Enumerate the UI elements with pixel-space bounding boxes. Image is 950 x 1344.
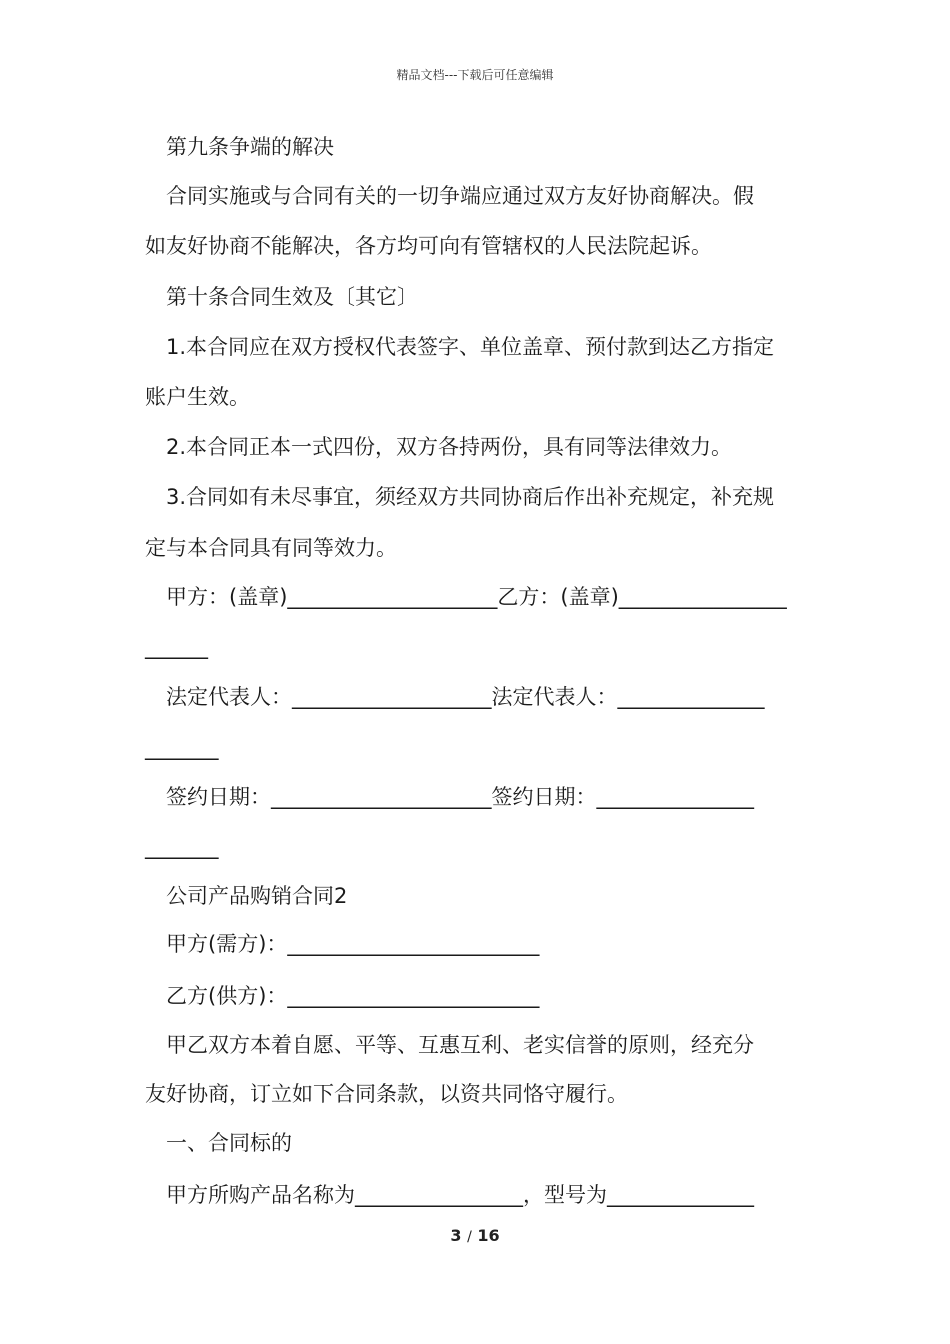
party-b-field: 乙方(供方)：________________________	[166, 984, 540, 1008]
paragraph-line: 3.合同如有未尽事宜，须经双方共同协商后作出补充规定，补充规	[166, 485, 775, 509]
paragraph-line: 1.本合同应在双方授权代表签字、单位盖章、预付款到达乙方指定	[166, 335, 775, 359]
party-a-seal-field: 甲方：(盖章)____________________乙方：(盖章)________________	[166, 585, 787, 609]
blank-line: _______	[145, 736, 219, 760]
signing-date-field: 签约日期：_____________________签约日期：_______________	[166, 785, 754, 809]
page-separator: /	[467, 1229, 472, 1245]
blank-line: ______	[145, 635, 208, 659]
paragraph-line: 合同实施或与合同有关的一切争端应通过双方友好协商解决。假	[166, 184, 754, 208]
paragraph-line: 甲乙双方本着自愿、平等、互惠互利、老实信誉的原则，经充分	[166, 1033, 754, 1057]
paragraph-line: 如友好协商不能解决，各方均可向有管辖权的人民法院起诉。	[145, 234, 712, 258]
party-a-field: 甲方(需方)：________________________	[166, 932, 540, 956]
paragraph-line: 账户生效。	[145, 385, 250, 409]
total-pages: 16	[477, 1226, 500, 1245]
paragraph-line: 2.本合同正本一式四份，双方各持两份，具有同等法律效力。	[166, 435, 733, 459]
product-name-field: 甲方所购产品名称为________________，型号为______________	[166, 1183, 754, 1207]
contract-title: 公司产品购销合同2	[166, 884, 348, 908]
legal-rep-field: 法定代表人：___________________法定代表人：______________	[166, 685, 765, 709]
blank-line: _______	[145, 835, 219, 859]
page-number	[0, 1226, 950, 1245]
page-header: 精品文档---下载后可任意编辑	[396, 68, 554, 82]
paragraph-line: 友好协商，订立如下合同条款，以资共同恪守履行。	[145, 1082, 628, 1106]
paragraph-line: 定与本合同具有同等效力。	[145, 536, 397, 560]
current-page: 3	[450, 1226, 462, 1245]
article-10-heading: 第十条合同生效及〔其它〕	[166, 285, 418, 309]
article-9-heading: 第九条争端的解决	[166, 135, 334, 159]
section-heading: 一、合同标的	[166, 1131, 292, 1155]
